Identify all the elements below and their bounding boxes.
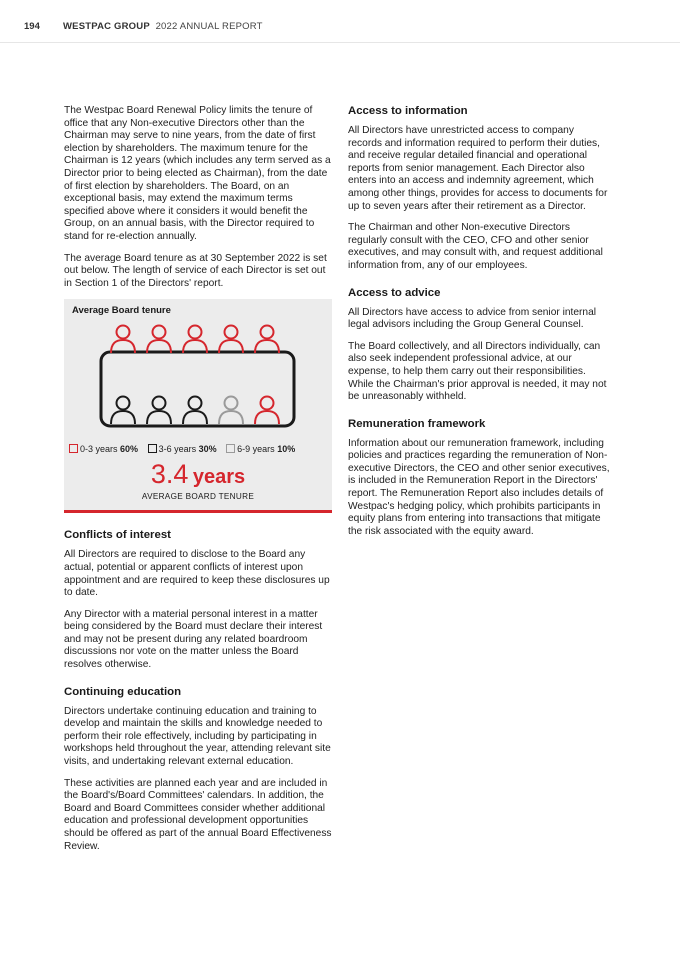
publication-title — [63, 21, 263, 32]
legend-value: 10% — [277, 444, 296, 455]
chart-title: Average Board tenure — [72, 305, 171, 317]
access-information-paragraph-2: The Chairman and other Non-executive Directors regularly consult with the CEO, CFO and other senior executives, and may consult with, and request additional information from, any of our employees. — [348, 222, 603, 271]
report-name: 2022 ANNUAL REPORT — [155, 21, 263, 32]
average-tenure-paragraph: The average Board tenure as at 30 September 2022 is set out below. The length of service of each Director is set out in Section 1 of the Directors' report. — [64, 252, 327, 289]
director-icon — [111, 326, 135, 354]
legend-value: 60% — [120, 444, 139, 455]
legend-swatch-dark — [148, 444, 157, 453]
legend-item-6-9-years — [226, 444, 295, 454]
renewal-policy-paragraph: The Westpac Board Renewal Policy limits the tenure of office that any Non-executive Directors other than the Chairman may serve to nine years, from the date of first election by shareholders. The maximum tenure for the Chairman is 12 years (which includes any term served as a Director prior to being elected as Chairman), from the date of first election by shareholders. The Board, on an exceptional basis, may extend the maximum terms specified above where it considers it would benefit the Group, on an annual basis, with the Director required to stand for re-election annually. — [64, 105, 331, 242]
legend-item-3-6-years — [148, 444, 217, 454]
board-tenure-chart — [64, 299, 332, 513]
top-row-directors — [111, 326, 279, 354]
education-heading: Continuing education — [64, 685, 182, 698]
director-icon — [147, 326, 171, 354]
access-information-heading: Access to information — [348, 105, 468, 117]
legend-swatch-red — [69, 444, 78, 453]
remuneration-paragraph: Information about our remuneration framework, including policies and practices regarding the remuneration of Non-executive Directors, the CEO and other senior executives, is included in the Remuneration Report in the Directors' report. The Remuneration Report also includes details of Westpac's hedging policy, which prohibits participants in equity plans from entering into transactions that mitigate the risk associated with the equity award. — [348, 437, 610, 537]
legend-label: 3-6 years — [158, 444, 197, 455]
average-tenure-caption: AVERAGE BOARD TENURE — [141, 492, 255, 502]
access-advice-paragraph-1: All Directors have access to advice from senior internal legal advisors including the Group General Counsel. — [348, 306, 596, 331]
board-table-shape — [101, 352, 294, 426]
access-information-paragraph-1: All Directors have unrestricted access to company records and information required to perform their duties, and receive regular detailed financial and operational reports from senior management. Each Director also enters into an access and indemnity agreement, which among other things, provides for access to documents for up to seven years after their retirement as a Director. — [348, 125, 608, 212]
director-icon — [255, 326, 279, 354]
conflicts-heading: Conflicts of interest — [64, 529, 171, 542]
legend-item-0-3-years — [69, 444, 138, 454]
director-icon — [219, 326, 243, 354]
conflicts-paragraph-1: All Directors are required to disclose to the Board any actual, potential or apparent conflicts of interest upon appointment and are required to keep these disclosures up to date. — [64, 549, 330, 599]
education-paragraph-2: These activities are planned each year and are included in the Board's/Board Committees' calendars. In addition, the Board and Board Committees consider whether additional education and professional development opportunities should be offered as part of the annual Board Effectiveness Review. — [64, 777, 332, 852]
boardroom-table-graphic — [64, 299, 332, 444]
publisher-name: WESTPAC GROUP — [63, 21, 150, 32]
left-column — [64, 105, 334, 862]
average-tenure-stat — [64, 459, 332, 490]
legend-value: 30% — [198, 444, 217, 455]
director-icon — [183, 326, 207, 354]
access-advice-heading: Access to advice — [348, 286, 441, 299]
page-header — [0, 0, 680, 43]
legend-swatch-grey — [226, 444, 235, 453]
conflicts-paragraph-2: Any Director with a material personal interest in a matter being considered by the Board must declare their interest and may not be present during any related boardroom discussions nor vote on the matter unless the Board resolves otherwise. — [64, 608, 323, 671]
remuneration-heading: Remuneration framework — [348, 417, 486, 430]
right-column — [348, 105, 610, 547]
legend-label: 6-9 years — [237, 444, 275, 455]
average-tenure-unit: years — [192, 466, 246, 489]
education-paragraph-1: Directors undertake continuing education and training to develop and maintain the skills and knowledge needed to perform their role effectively, including by participating in workshops held throughout the year, attending relevant site visits, and undertaking relevant external education. — [64, 705, 331, 768]
page-number: 194 — [24, 21, 40, 32]
average-tenure-value: 3.4 — [150, 459, 189, 490]
legend-label: 0-3 years — [80, 444, 118, 455]
chart-legend — [69, 444, 331, 454]
access-advice-paragraph-2: The Board collectively, and all Directors individually, can also seek independent professional advice, at our expense, to help them carry out their responsibilities. While the Chairman's prior approval is needed, it may not be unreasonably withheld. — [348, 340, 607, 403]
